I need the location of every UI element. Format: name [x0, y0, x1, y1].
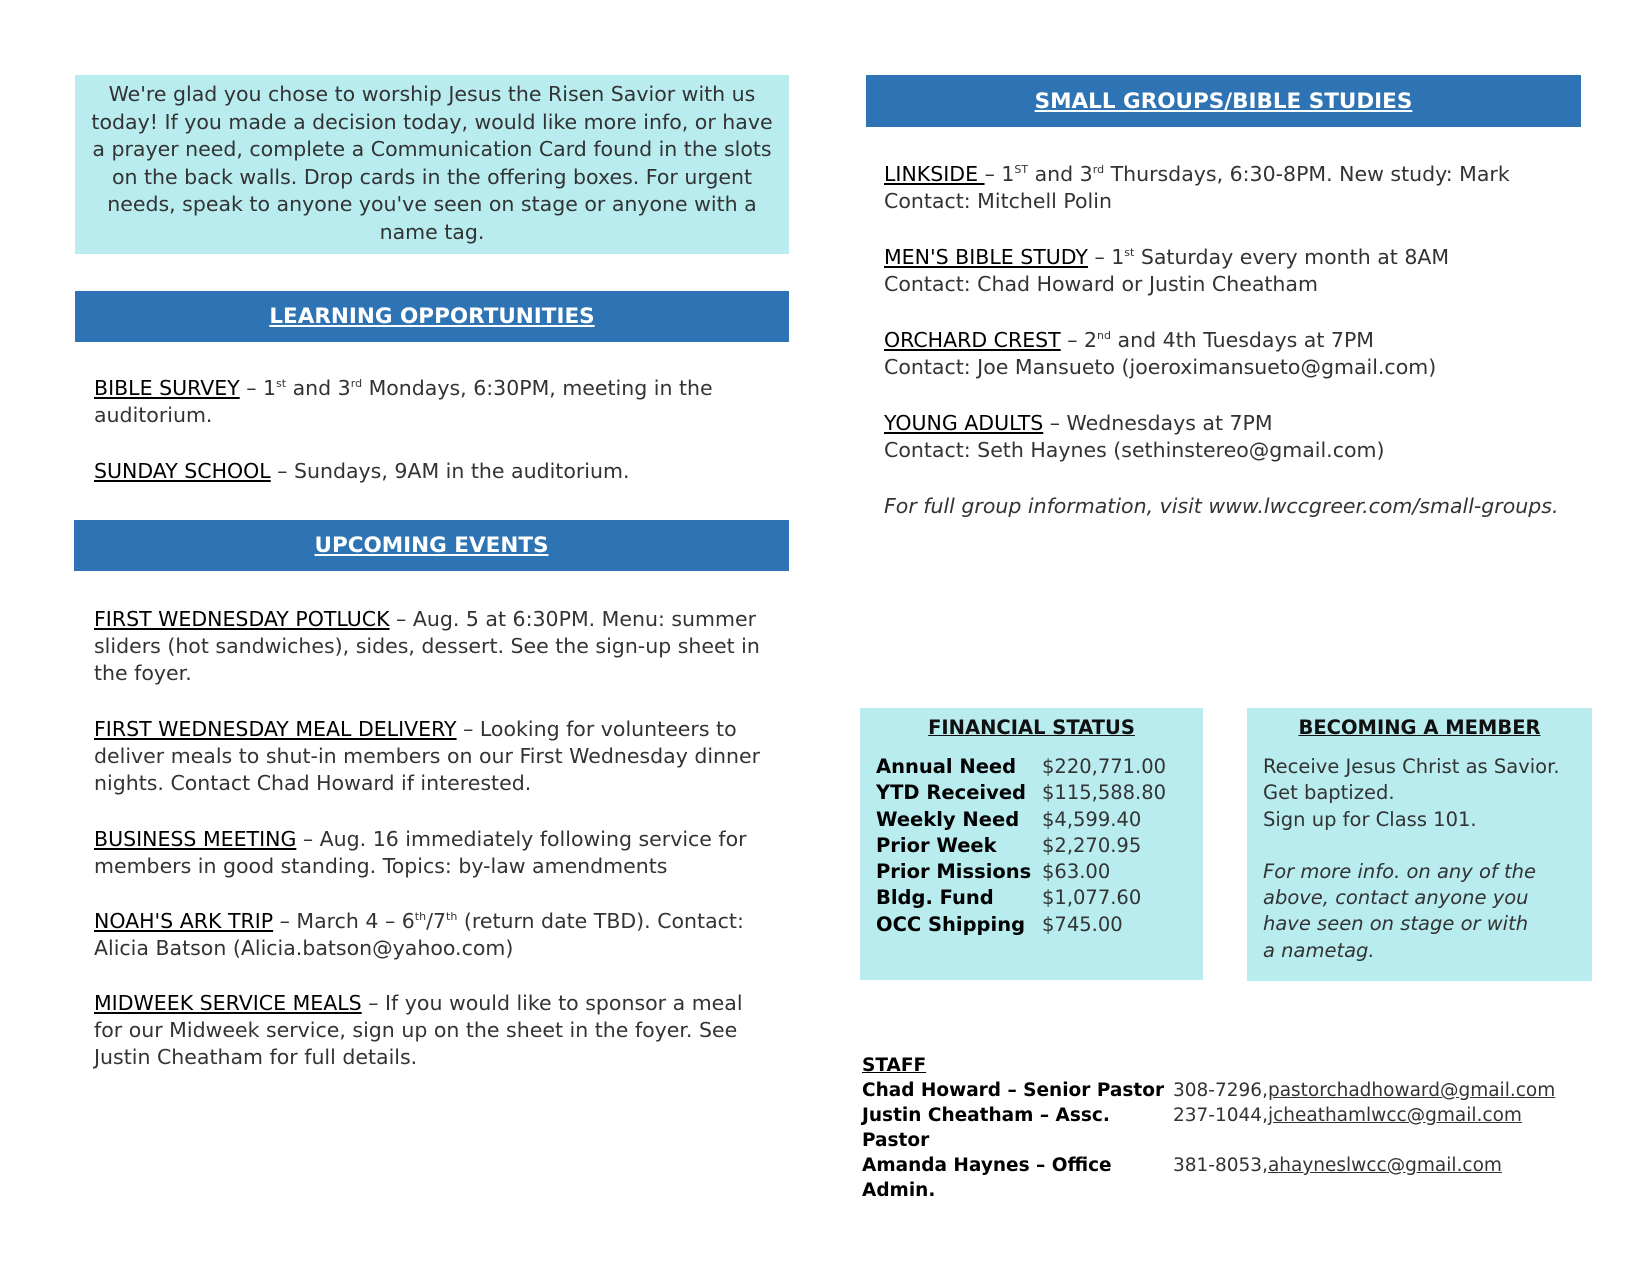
groups-footer-note: For full group information, visit www.lwccgreer.com/small-groups. — [884, 494, 1559, 518]
financial-label: Prior Week — [876, 833, 997, 857]
group-item-orchard-crest — [884, 327, 1584, 381]
financial-row — [876, 780, 1187, 806]
member-note-line: above, contact anyone you — [1263, 886, 1529, 910]
item-text: – March 4 – 6 — [273, 909, 415, 933]
item-text: and 3 — [1028, 162, 1093, 186]
financial-label: Annual Need — [876, 755, 1017, 778]
financial-row — [876, 754, 1187, 780]
financial-label: Prior Missions — [876, 860, 1032, 884]
staff-row — [862, 1103, 1602, 1153]
learning-item-sunday-school — [94, 458, 774, 485]
groups-heading: SMALL GROUPS/BIBLE STUDIES — [1034, 88, 1413, 114]
financial-value: $4,599.40 — [1042, 807, 1142, 831]
staff-email-link[interactable]: jcheathamlwcc@gmail.com — [1267, 1105, 1522, 1126]
financial-label: Weekly Need — [876, 807, 1020, 831]
financial-value: $115,588.80 — [1042, 781, 1167, 805]
item-title: NOAH'S ARK TRIP — [94, 909, 274, 933]
superscript: ST — [1014, 163, 1029, 177]
financial-row — [876, 807, 1187, 833]
item-text: – 1 — [1087, 245, 1125, 269]
superscript: th — [446, 910, 458, 924]
financial-rows — [876, 754, 1187, 938]
staff-name: Amanda Haynes – Office Admin. — [862, 1155, 1112, 1201]
item-text: – 1 — [239, 376, 277, 400]
superscript: th — [414, 910, 427, 924]
item-text: and 4th Tuesdays at 7PM — [1111, 328, 1374, 352]
item-text: /7 — [426, 909, 447, 933]
superscript: st — [276, 377, 287, 391]
staff-name: Chad Howard – Senior Pastor — [862, 1080, 1165, 1101]
event-item-noahs-ark — [94, 908, 774, 962]
financial-label: Bldg. Fund — [876, 886, 994, 910]
financial-value: $2,270.95 — [1042, 833, 1142, 857]
staff-email-link[interactable]: pastorchadhoward@gmail.com — [1267, 1080, 1556, 1101]
financial-status-box — [860, 708, 1203, 980]
item-title: MIDWEEK SERVICE MEALS — [94, 991, 362, 1015]
item-text: and 3 — [286, 376, 351, 400]
financial-value: $63.00 — [1042, 860, 1111, 884]
item-text: – Looking for volunteers to deliver meals to shut-in members on our First Wednesday dinner nights. Contact Chad Howard if interested. — [94, 717, 761, 795]
member-note — [1263, 859, 1576, 964]
learning-heading: LEARNING OPPORTUNITIES — [269, 304, 595, 329]
staff-email-link[interactable]: ahayneslwcc@gmail.com — [1267, 1155, 1502, 1176]
events-heading-bar — [74, 520, 789, 571]
member-note-line: a nametag. — [1263, 938, 1375, 962]
staff-rows — [862, 1078, 1602, 1203]
financial-value: $745.00 — [1042, 912, 1123, 936]
learning-heading-bar — [75, 291, 789, 342]
event-item-midweek-meals — [94, 990, 769, 1071]
financial-label: OCC Shipping — [876, 912, 1026, 936]
learning-item-bible-survey — [94, 375, 774, 429]
events-heading: UPCOMING EVENTS — [314, 533, 549, 558]
event-item-business-meeting — [94, 826, 754, 880]
staff-phone: 381-8053, — [1173, 1155, 1268, 1176]
item-text: – 2 — [1060, 328, 1098, 352]
item-text: – If you would like to sponsor a meal for our Midweek service, sign up on the sheet in the foyer. See Justin Cheatham for full details. — [94, 991, 743, 1069]
financial-row — [876, 833, 1187, 859]
superscript: st — [1124, 246, 1135, 260]
member-note-line: For more info. on any of the — [1263, 859, 1536, 883]
item-text: – Aug. 5 at 6:30PM. Menu: summer sliders (hot sandwiches), sides, dessert. See the sign-up sheet in the foyer. — [94, 607, 760, 685]
financial-row — [876, 912, 1187, 938]
member-step: Receive Jesus Christ as Savior. — [1263, 755, 1560, 778]
superscript: rd — [1092, 163, 1105, 177]
staff-heading: STAFF — [862, 1055, 927, 1076]
item-title: LINKSIDE — [884, 162, 985, 186]
group-contact: Contact: Mitchell Polin — [884, 189, 1112, 213]
staff-name: Justin Cheatham – Assc. Pastor — [862, 1105, 1110, 1151]
staff-section — [862, 1053, 1602, 1203]
welcome-text: We're glad you chose to worship Jesus the Risen Savior with us today! If you made a decision today, would like more info, or have a prayer need, complete a Communication Card found in the slots on the back walls. Drop cards in the offering boxes. For urgent needs, speak to anyone you've seen on stage or anyone with a name tag. — [91, 82, 773, 244]
event-item-potluck — [94, 606, 774, 687]
item-title: FIRST WEDNESDAY POTLUCK — [94, 607, 390, 631]
staff-phone: 237-1044, — [1173, 1105, 1268, 1126]
item-text: – 1 — [984, 162, 1015, 186]
groups-heading-bar — [866, 75, 1581, 127]
member-steps — [1263, 754, 1576, 833]
financial-row — [876, 885, 1187, 911]
welcome-box — [75, 75, 789, 254]
member-heading: BECOMING A MEMBER — [1298, 716, 1541, 739]
superscript: rd — [350, 377, 363, 391]
financial-label: YTD Received — [876, 781, 1027, 805]
item-title: FIRST WEDNESDAY MEAL DELIVERY — [94, 717, 457, 741]
item-text: Mondays, 6:30PM, meeting in the auditorium. — [94, 376, 713, 427]
financial-value: $1,077.60 — [1042, 886, 1142, 910]
financial-value: $220,771.00 — [1042, 755, 1167, 778]
group-contact: Contact: Seth Haynes (sethinstereo@gmail.com) — [884, 438, 1385, 462]
member-step: Get baptized. — [1263, 781, 1395, 805]
staff-row — [862, 1078, 1602, 1103]
superscript: nd — [1097, 329, 1111, 343]
financial-heading: FINANCIAL STATUS — [928, 716, 1135, 739]
group-item-linkside — [884, 161, 1584, 215]
item-text: – Sundays, 9AM in the auditorium. — [270, 459, 630, 483]
item-text: – Aug. 16 immediately following service for members in good standing. Topics: by-law amendments — [94, 827, 747, 878]
item-text: Saturday every month at 8AM — [1134, 245, 1450, 269]
group-item-young-adults — [884, 410, 1584, 464]
becoming-member-box — [1247, 708, 1592, 981]
staff-phone: 308-7296, — [1173, 1080, 1268, 1101]
group-item-mens-bible-study — [884, 244, 1584, 298]
item-title: BIBLE SURVEY — [94, 376, 240, 400]
group-contact: Contact: Joe Mansueto (joeroximansueto@gmail.com) — [884, 355, 1437, 379]
member-step: Sign up for Class 101. — [1263, 807, 1477, 831]
event-item-meal-delivery — [94, 716, 779, 797]
financial-row — [876, 859, 1187, 885]
item-text: – Wednesdays at 7PM — [1043, 411, 1273, 435]
item-title: SUNDAY SCHOOL — [94, 459, 271, 483]
item-title: ORCHARD CREST — [884, 328, 1061, 352]
item-title: YOUNG ADULTS — [884, 411, 1044, 435]
item-text: Thursdays, 6:30-8PM. New study: Mark — [1104, 162, 1510, 186]
item-title: MEN'S BIBLE STUDY — [884, 245, 1088, 269]
item-title: BUSINESS MEETING — [94, 827, 297, 851]
member-note-line: have seen on stage or with — [1263, 912, 1529, 936]
group-contact: Contact: Chad Howard or Justin Cheatham — [884, 272, 1318, 296]
item-text: (return date TBD). Contact: Alicia Batson (Alicia.batson@yahoo.com) — [94, 909, 744, 960]
staff-row — [862, 1153, 1602, 1203]
